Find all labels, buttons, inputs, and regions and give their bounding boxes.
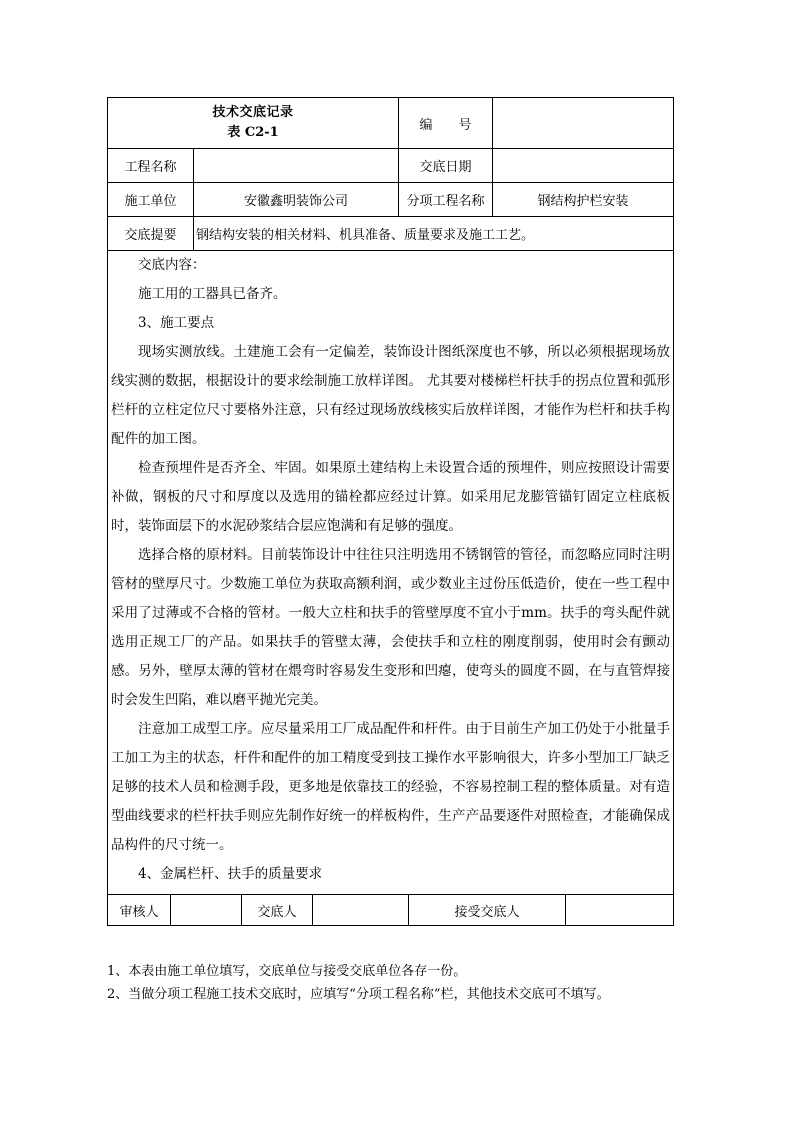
form-title-cell: [108, 98, 399, 149]
content-body: [108, 251, 673, 889]
number-field[interactable]: [493, 98, 674, 149]
paragraph-2: 检查预埋件是否齐全、牢固。如果原土建结构上未设置合适的预埋件，则应按照设计需要补做，钢板的尺寸和厚度以及选用的锚栓都应经过计算。如采用尼龙膨管锚钉固定立柱底板时，装饰面层下的水泥砂浆结合层应饱满和有足够的强度。: [111, 460, 671, 534]
sub-project-field[interactable]: 钢结构护栏安装: [493, 183, 674, 217]
content-tools-line: 施工用的工器具已备齐。: [138, 286, 287, 302]
date-label: 交底日期: [399, 149, 493, 183]
form-code: 表 C2-1: [227, 125, 279, 140]
reviewer-label: 审核人: [108, 895, 171, 926]
reviewer-field[interactable]: [171, 895, 242, 926]
summary-label: 交底提要: [108, 217, 194, 251]
discloser-field[interactable]: [313, 895, 409, 926]
date-field[interactable]: [493, 149, 674, 183]
section-3-heading: 3、施工要点: [138, 315, 215, 331]
project-name-field[interactable]: [194, 149, 399, 183]
footnote-2: 2、当做分项工程施工技术交底时，应填写“分项工程名称”栏，其他技术交底可不填写。: [107, 987, 610, 1002]
content-cell: [108, 251, 674, 895]
content-heading: 交底内容：: [138, 257, 206, 273]
footnotes: [107, 960, 707, 1006]
contractor-field[interactable]: 安徽鑫明装饰公司: [194, 183, 399, 217]
sub-project-label: 分项工程名称: [399, 183, 493, 217]
disclosure-form: [107, 97, 673, 926]
discloser-label: 交底人: [242, 895, 313, 926]
contractor-label: 施工单位: [108, 183, 194, 217]
paragraph-1: 现场实测放线。土建施工会有一定偏差，装饰设计图纸深度也不够，所以必须根据现场放线实测的数据，根据设计的要求绘制施工放样详图。 尤其要对楼梯栏杆扶手的拐点位置和弧形栏杆的立柱定位尺寸要格外注意，只有经过现场放线核实后放样详图，才能作为栏杆和扶手构配件的加工图。: [111, 344, 671, 447]
section-4-heading: 4、金属栏杆、扶手的质量要求: [138, 866, 323, 882]
receiver-field[interactable]: [566, 895, 674, 926]
summary-field[interactable]: 钢结构安装的相关材料、机具准备、质量要求及施工工艺。: [194, 217, 674, 251]
form-table: [107, 97, 674, 895]
form-title: 技术交底记录: [212, 105, 294, 120]
signature-table: [107, 895, 674, 926]
paragraph-4: 注意加工成型工序。应尽量采用工厂成品配件和杆件。由于目前生产加工仍处于小批量手工加工为主的状态，杆件和配件的加工精度受到技工操作水平影响很大，许多小型加工厂缺乏足够的技术人员和检测手段，更多地是依靠技工的经验，不容易控制工程的整体质量。对有造型曲线要求的栏杆扶手则应先制作好统一的样板构件，生产产品要逐件对照检查，才能确保成品构件的尺寸统一。: [111, 721, 671, 853]
number-label: 编 号: [399, 98, 493, 149]
paragraph-3: 选择合格的原材料。目前装饰设计中往往只注明选用不锈钢管的管径，而忽略应同时注明管材的壁厚尺寸。少数施工单位为获取高额利润，或少数业主过份压低造价，使在一些工程中采用了过薄或不合格的管材。一般大立柱和扶手的管壁厚度不宜小于mm。扶手的弯头配件就选用正规工厂的产品。如果扶手的管壁太薄，会使扶手和立柱的刚度削弱，使用时会有颤动感。另外，壁厚太薄的管材在煨弯时容易发生变形和凹瘪，使弯头的圆度不圆，在与直管焊接时会发生凹陷，难以磨平抛光完美。: [111, 547, 671, 708]
receiver-label: 接受交底人: [409, 895, 566, 926]
project-name-label: 工程名称: [108, 149, 194, 183]
footnote-1: 1、本表由施工单位填写，交底单位与接受交底单位各存一份。: [107, 964, 467, 979]
